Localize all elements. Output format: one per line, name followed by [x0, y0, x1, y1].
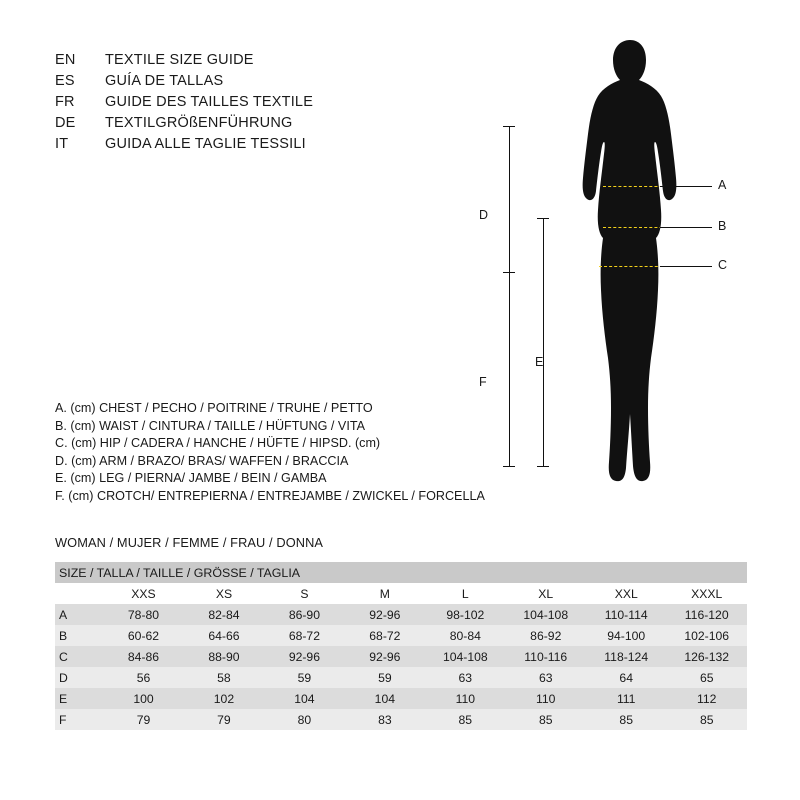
table-row [55, 604, 747, 625]
marker-label-c: C [718, 258, 728, 272]
legend-item-a: A. (cm) CHEST / PECHO / POITRINE / TRUHE / PETTO [55, 401, 373, 415]
cell-b-s: 68-72 [288, 628, 320, 643]
title-block [55, 52, 475, 157]
title-text-de: TEXTILGRÖßENFÜHRUNG [105, 115, 293, 131]
col-head-xxl: XXL [614, 586, 638, 601]
dimension-cap-d-top [503, 126, 515, 127]
cell-d-s: 59 [297, 670, 312, 685]
cell-d-xl: 63 [538, 670, 553, 685]
cell-b-xxs: 60-62 [127, 628, 160, 643]
cell-c-m: 92-96 [369, 649, 401, 664]
cell-a-m: 92-96 [369, 607, 401, 622]
cell-f-xxxl: 85 [699, 712, 714, 727]
cell-c-xxs: 84-86 [127, 649, 160, 664]
cell-c-xl: 110-116 [524, 649, 568, 664]
cell-a-l: 98-102 [446, 607, 485, 622]
title-text-it: GUIDA ALLE TAGLIE TESSILI [105, 136, 306, 152]
cell-f-s: 80 [297, 712, 312, 727]
cell-f-xxl: 85 [619, 712, 633, 727]
dimension-line-e [543, 218, 544, 466]
leader-line-b [660, 227, 712, 228]
cell-c-xxl: 118-124 [604, 649, 649, 664]
row-label-a: A [59, 607, 68, 622]
language-code-fr: FR [55, 94, 75, 110]
legend-list [55, 400, 525, 506]
table-header-sizes-label: SIZE / TALLA / TAILLE / GRÖSSE / TAGLIA [59, 565, 301, 580]
cell-a-s: 86-90 [288, 607, 320, 622]
marker-label-a: A [718, 178, 727, 192]
legend-item-c: C. (cm) HIP / CADERA / HANCHE / HÜFTE / HIPSD. (cm) [55, 436, 381, 451]
cell-a-xxs: 78-80 [127, 607, 160, 622]
leader-line-c [660, 266, 712, 267]
title-row-de [55, 115, 475, 136]
size-table [55, 562, 747, 730]
table-row [55, 646, 747, 667]
table-row [55, 709, 747, 730]
row-label-c: C [59, 649, 68, 664]
cell-d-m: 59 [378, 670, 392, 685]
marker-label-d: D [479, 208, 489, 222]
cell-e-m: 104 [374, 691, 396, 706]
cell-d-l: 63 [458, 670, 473, 685]
col-head-m: M [379, 586, 390, 601]
title-row-it [55, 136, 475, 157]
cell-c-xs: 88-90 [208, 649, 240, 664]
table-row-columns [55, 583, 747, 604]
cell-c-xxxl: 126-132 [684, 649, 730, 664]
title-text-es: GUÍA DE TALLAS [105, 73, 224, 89]
cell-b-xs: 64-66 [208, 628, 240, 643]
cell-b-m: 68-72 [369, 628, 401, 643]
legend-item-b: B. (cm) WAIST / CINTURA / TAILLE / HÜFTUNG / VITA [55, 418, 365, 433]
cell-a-xxxl: 116-120 [684, 607, 729, 622]
cell-a-xxl: 110-114 [604, 607, 648, 622]
row-label-e: E [59, 691, 68, 706]
table-row [55, 667, 747, 688]
table-row [55, 625, 747, 646]
cell-b-l: 80-84 [449, 628, 481, 643]
cell-b-xl: 86-92 [530, 628, 562, 643]
dimension-cap-e-bottom [537, 466, 549, 467]
cell-e-xxs: 100 [133, 691, 154, 706]
row-label-b: B [59, 628, 68, 643]
leader-line-a [660, 186, 712, 187]
marker-label-b: B [718, 219, 727, 233]
title-row-fr [55, 94, 475, 115]
table-row [55, 688, 747, 709]
cell-f-xxs: 79 [136, 712, 151, 727]
cell-d-xxs: 56 [136, 670, 151, 685]
row-label-f: F [59, 712, 67, 727]
cell-d-xs: 58 [217, 670, 231, 685]
cell-e-l: 110 [455, 691, 476, 706]
title-row-en [55, 52, 475, 73]
col-head-xl: XL [538, 586, 554, 601]
cell-b-xxl: 94-100 [607, 628, 646, 643]
language-code-it: IT [55, 136, 69, 152]
table-row-header-label [55, 562, 747, 583]
col-head-xxs: XXS [131, 586, 156, 601]
cell-f-m: 83 [378, 712, 392, 727]
col-head-l: L [461, 586, 469, 601]
cell-f-l: 85 [458, 712, 473, 727]
cell-e-xl: 110 [536, 691, 556, 706]
language-code-en: EN [55, 52, 76, 68]
cell-e-s: 104 [294, 691, 315, 706]
language-code-es: ES [55, 73, 75, 89]
col-head-xxxl: XXXL [691, 586, 723, 601]
cell-e-xxl: 111 [616, 691, 636, 706]
title-text-en: TEXTILE SIZE GUIDE [105, 52, 254, 68]
cell-e-xxxl: 112 [697, 691, 717, 706]
col-head-blank [55, 583, 103, 604]
cell-c-l: 104-108 [442, 649, 488, 664]
cell-c-s: 92-96 [288, 649, 320, 664]
cell-d-xxl: 64 [619, 670, 633, 685]
cell-a-xs: 82-84 [208, 607, 240, 622]
dimension-cap-e-top [537, 218, 549, 219]
col-head-s: S [300, 586, 309, 601]
cell-f-xs: 79 [217, 712, 231, 727]
cell-f-xl: 85 [538, 712, 553, 727]
marker-label-f: F [479, 375, 487, 389]
cell-d-xxxl: 65 [699, 670, 714, 685]
legend-item-e: E. (cm) LEG / PIERNA/ JAMBE / BEIN / GAMBA [55, 471, 327, 486]
row-label-d: D [59, 670, 68, 685]
marker-label-e: E [535, 355, 544, 369]
legend-item-d: D. (cm) ARM / BRAZO/ BRAS/ WAFFEN / BRACCIA [55, 453, 349, 468]
col-head-xs: XS [215, 586, 233, 601]
cell-e-xs: 102 [213, 691, 235, 706]
dimension-line-d [509, 126, 510, 272]
cell-a-xl: 104-108 [523, 607, 569, 622]
language-code-de: DE [55, 115, 76, 131]
legend-item-f: F. (cm) CROTCH/ ENTREPIERNA / ENTREJAMBE / ZWICKEL / FORCELLA [55, 488, 485, 503]
title-row-es [55, 73, 475, 94]
title-text-fr: GUIDE DES TAILLES TEXTILE [105, 94, 314, 110]
gender-heading: WOMAN / MUJER / FEMME / FRAU / DONNA [55, 535, 324, 550]
cell-b-xxxl: 102-106 [684, 628, 730, 643]
